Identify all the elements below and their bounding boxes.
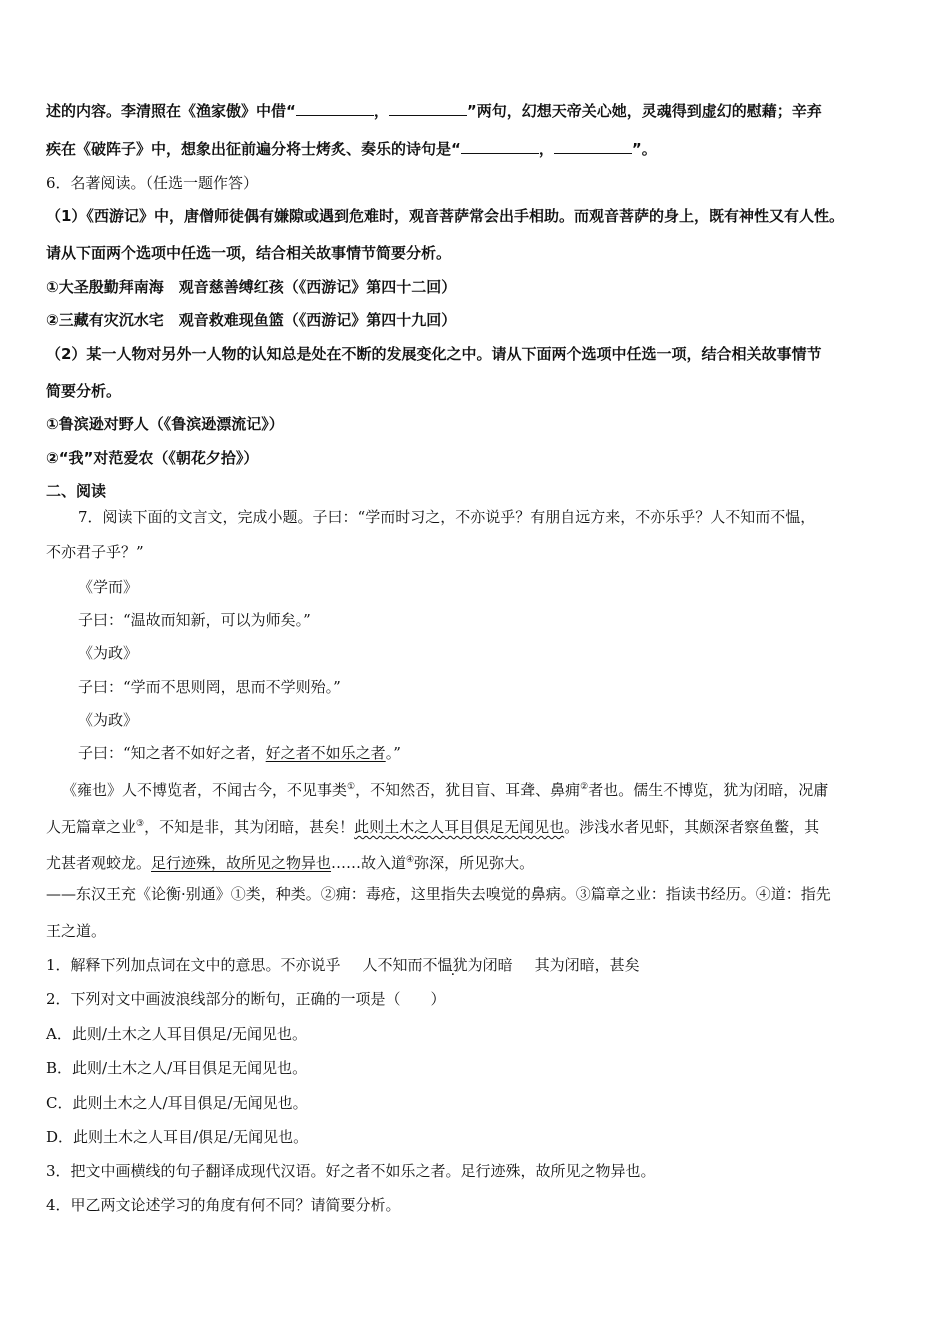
underlined-sentence: 足行迹殊，故所见之物异也 xyxy=(151,854,332,872)
text: 人无篇章之业 xyxy=(46,818,137,836)
subquestion-2: 2．下列对文中画波浪线部分的断句，正确的一项是（ ） xyxy=(46,990,446,1008)
text: 1．解释下列加点词在文中的意思。不亦说乎 xyxy=(46,956,341,974)
analects-quote: 子曰：“温故而知新，可以为师矣。” xyxy=(78,611,311,629)
answer-blank[interactable] xyxy=(461,138,539,154)
footnote-mark: ② xyxy=(580,782,589,792)
text: ， xyxy=(538,140,554,158)
text: ……故入道 xyxy=(331,854,407,872)
text: ，不知然否，犹目盲、耳聋、鼻痈 xyxy=(355,781,581,799)
text: 。” xyxy=(385,744,401,762)
subquestion-1 xyxy=(46,954,906,976)
q7-intro-line2: 不亦君子乎？” xyxy=(46,543,144,561)
text: 弥深，所见弥大。 xyxy=(414,854,535,872)
q6-part2-line1: （2）某一人物对另外一人物的认知总是处在不断的发展变化之中。请从下面两个选项中任选一项，结合相关故事情节 xyxy=(46,345,822,363)
text: 犹为闭暗 xyxy=(452,956,513,974)
option-b[interactable]: B．此则/土木之人/耳目俱足无闻见也。 xyxy=(46,1059,308,1077)
text: 子曰：“知之者不如好之者， xyxy=(78,744,266,762)
option-d[interactable]: D．此则土木之人耳目/俱足/无闻见也。 xyxy=(46,1128,309,1146)
option-a[interactable]: A．此则/土木之人耳目俱足/无闻见也。 xyxy=(46,1025,307,1043)
footnotes-line-2: 王之道。 xyxy=(46,922,107,940)
q7-intro-line1: 7．阅读下面的文言文，完成小题。子曰：“学而时习之，不亦说乎？有朋自远方来，不亦乐乎？人不知而不愠， xyxy=(78,508,816,526)
fill-blank-line-2 xyxy=(46,138,906,160)
text: 人不知而不愠 xyxy=(362,956,453,974)
source-label: 《为政》 xyxy=(78,644,139,662)
answer-blank[interactable] xyxy=(554,138,632,154)
analects-quote: 子曰：“学而不思则罔，思而不学则殆。” xyxy=(78,678,341,696)
text: 述的内容。李清照在《渔家傲》中借“ xyxy=(46,102,296,120)
answer-blank[interactable] xyxy=(389,100,467,116)
q6-part1-option2: ②三藏有灾沉水宅 观音救难现鱼篮（《西游记》第四十九回） xyxy=(46,311,457,329)
text: 。涉浅水者见虾，其颇深者察鱼鳖，其 xyxy=(564,818,820,836)
subquestion-3: 3．把文中画横线的句子翻译成现代汉语。好之者不如乐之者。足行迹殊，故所见之物异也。 xyxy=(46,1162,656,1180)
passage-line-1 xyxy=(62,776,906,801)
q6-part1-line1: （1）《西游记》中，唐僧师徒偶有嫌隙或遇到危难时，观音菩萨常会出手相助。而观音菩萨的身上，既有神性又有人性。 xyxy=(46,207,844,225)
section-heading: 二、阅读 xyxy=(46,482,107,500)
q6-part1-option1: ①大圣殷勤拜南海 观音慈善缚红孩（《西游记》第四十二回） xyxy=(46,278,457,296)
q6-part2-line2: 简要分析。 xyxy=(46,382,122,400)
text: 者也。儒生不博览，犹为闭暗，况庸 xyxy=(588,781,829,799)
source-label: 《为政》 xyxy=(78,711,139,729)
underlined-sentence: 好之者不如乐之者 xyxy=(265,744,386,762)
subquestion-4: 4．甲乙两文论述学习的角度有何不同？请简要分析。 xyxy=(46,1196,401,1214)
text: ”。 xyxy=(631,140,657,158)
text: ， xyxy=(373,102,389,120)
question-6-title: 6．名著阅读。（任选一题作答） xyxy=(46,174,259,192)
fill-blank-line-1 xyxy=(46,100,906,122)
footnote-mark: ④ xyxy=(406,855,415,865)
footnote-mark: ① xyxy=(347,782,356,792)
text: 疾在《破阵子》中，想象出征前遍分将士烤炙、奏乐的诗句是“ xyxy=(46,140,461,158)
passage-line-2 xyxy=(46,813,906,838)
text: 尤甚者观蛟龙。 xyxy=(46,854,152,872)
option-c[interactable]: C．此则土木之人/耳目俱足/无闻见也。 xyxy=(46,1094,308,1112)
text: ，不知是非，其为闭暗，甚矣！ xyxy=(144,818,355,836)
text: ”两句，幻想天帝关心她，灵魂得到虚幻的慰藉；辛弃 xyxy=(466,102,822,120)
footnotes-line-1: ——东汉王充《论衡·别通》①类，种类。②痈：毒疮，这里指失去嗅觉的鼻病。③篇章之业：指读书经历。④道：指先 xyxy=(46,885,831,903)
text: 《雍也》人不博览者，不闻古今，不见事类 xyxy=(62,781,348,799)
q6-part1-line2: 请从下面两个选项中任选一项，结合相关故事情节简要分析。 xyxy=(46,244,452,262)
text: 其为闭暗，甚矣 xyxy=(534,956,640,974)
wavy-underlined-sentence: 此则土木之人耳目俱足无闻见也 xyxy=(354,818,565,836)
source-label: 《学而》 xyxy=(78,578,139,596)
analects-quote xyxy=(78,742,906,764)
answer-blank[interactable] xyxy=(296,100,374,116)
footnote-mark: ③ xyxy=(136,819,145,829)
q6-part2-option1: ①鲁滨逊对野人（《鲁滨逊漂流记》） xyxy=(46,415,284,433)
q6-part2-option2: ②“我”对范爱农（《朝花夕拾》） xyxy=(46,449,259,467)
passage-line-3 xyxy=(46,849,906,874)
